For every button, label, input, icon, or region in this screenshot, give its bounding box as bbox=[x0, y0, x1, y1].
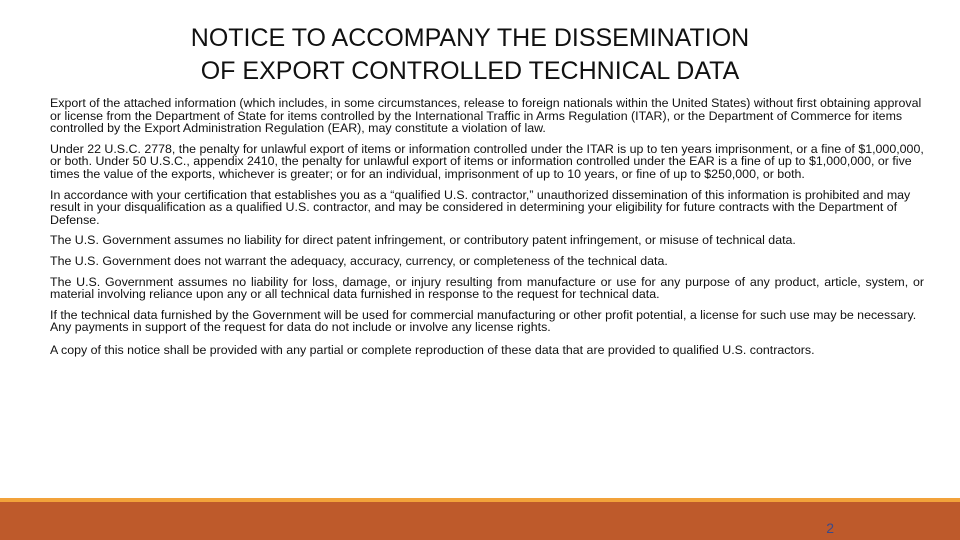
notice-body bbox=[50, 97, 924, 366]
paragraph-export-license: Export of the attached information (which includes, in some circumstances, release to foreign nationals within the United States) without first obtaining approval or license from the Department of State for items controlled by the International Traffic in Arms Regulation (ITAR), or the Department of Commerce for items controlled by the Export Administration Regulation (EAR), may constitute a violation of law. bbox=[50, 96, 922, 136]
slide-title bbox=[0, 22, 940, 88]
title-line-1: NOTICE TO ACCOMPANY THE DISSEMINATION bbox=[190, 24, 750, 52]
paragraph-commercial-license: If the technical data furnished by the Government will be used for commercial manufacturing or other profit potential, a license for such use may be necessary. Any payments in support of the request for data do not include or involve any license rights. bbox=[50, 307, 917, 335]
paragraph-loss-liability: The U.S. Government assumes no liability for loss, damage, or injury resulting from manufacture or use for any purpose of any product, article, system, or material involving reliance upon any or all technical data furnished in response to the request for technical data. bbox=[50, 274, 924, 302]
title-line-2: OF EXPORT CONTROLLED TECHNICAL DATA bbox=[200, 57, 740, 85]
paragraph-qualified-contractor: In accordance with your certification that establishes you as a “qualified U.S. contractor,” unauthorized dissemination of this information is prohibited and may result in your disqualification as a qualified U.S. contractor, and may be considered in determining your eligibility for future contracts with the Department of Defense. bbox=[50, 187, 911, 227]
paragraph-patent-liability: The U.S. Government assumes no liability for direct patent infringement, or contributory patent infringement, or misuse of technical data. bbox=[50, 233, 796, 248]
paragraph-penalties: Under 22 U.S.C. 2778, the penalty for unlawful export of items or information controlled under the ITAR is up to ten years imprisonment, or a fine of $1,000,000, or both. Under 50 U.S.C., appendix 2410, the penalty for unlawful export of items or information controlled under the EAR is a fine of up to $1,000,000, or five times the value of the exports, whichever is greater; or for an individual, imprisonment of up to 10 years, or fine of up to $250,000, or both. bbox=[50, 141, 924, 181]
paragraph-copy-notice: A copy of this notice shall be provided with any partial or complete reproduction of these data that are provided to qualified U.S. contractors. bbox=[50, 342, 815, 357]
page-number: 2 bbox=[826, 520, 834, 536]
paragraph-no-warranty: The U.S. Government does not warrant the adequacy, accuracy, currency, or completeness of the technical data. bbox=[50, 253, 668, 268]
footer-bar bbox=[0, 502, 960, 540]
